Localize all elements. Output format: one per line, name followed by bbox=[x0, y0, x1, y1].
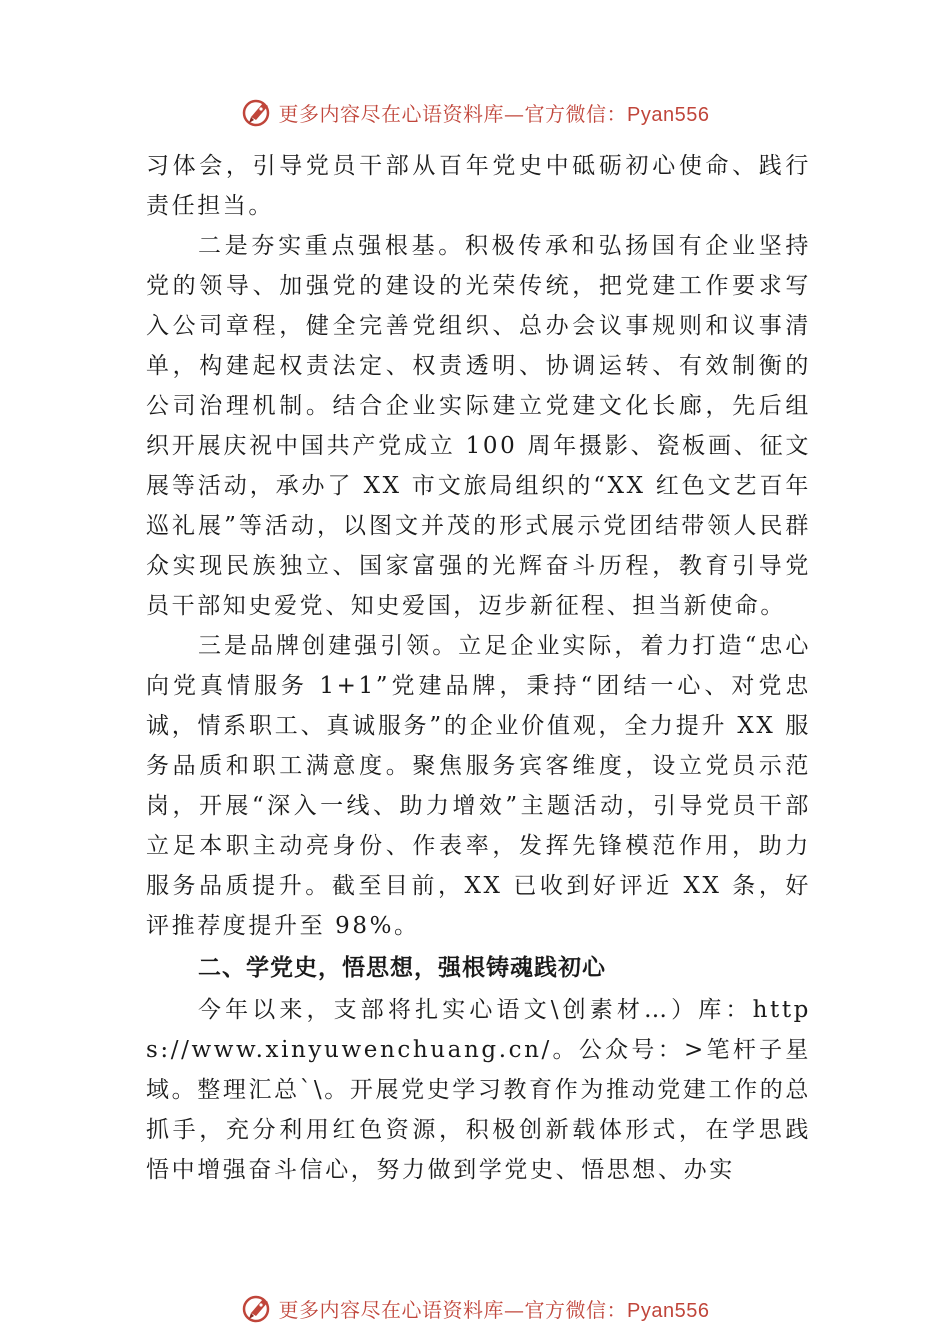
document-body bbox=[146, 146, 811, 1190]
header-banner bbox=[0, 92, 950, 132]
paragraph-continued: 习体会，引导党员干部从百年党史中砥砺初心使命、践行责任担当。 bbox=[146, 153, 811, 219]
banner-wechat-id: Pyan556 bbox=[627, 1299, 710, 1322]
banner-text: 更多内容尽在心语资料库—官方微信：Pyan556 bbox=[278, 101, 710, 126]
banner-text: 更多内容尽在心语资料库—官方微信：Pyan556 bbox=[278, 1297, 710, 1322]
footer-banner bbox=[0, 1288, 950, 1328]
paragraph-strengthen-foundation: 二是夯实重点强根基。积极传承和弘扬国有企业坚持党的领导、加强党的建设的光荣传统，把党建工作要求写入公司章程，健全完善党组织、总办会议事规则和议事清单，构建起权责法定、权责透明、协调运转、有效制衡的公司治理机制。结合企业实际建立党建文化长廊，先后组织开展庆祝中国共产党成立 100 周年摄影、瓷板画、征文展等活动，承办了 XX 市文旅局组织的“XX 红色文艺百年巡礼展”等活动，以图文并茂的形式展示党团结带领人民群众实现民族独立、国家富强的光辉奋斗历程，教育引导党员干部知史爱党、知史爱国，迈步新征程、担当新使命。 bbox=[146, 233, 811, 619]
paragraph-study-history: 今年以来，支部将扎实心语文\创素材…）库：https://www.xinyuwenchuang.cn/。公众号：>笔杆子星域。整理汇总`\。开展党史学习教育作为推动党建工作的总抓手，充分利用红色资源，积极创新载体形式，在学思践悟中增强奋斗信心，努力做到学党史、悟思想、办实 bbox=[146, 997, 811, 1183]
banner-wechat-id: Pyan556 bbox=[627, 103, 710, 126]
section-heading: 二、学党史，悟思想，强根铸魂践初心 bbox=[198, 955, 606, 981]
paragraph-brand-building: 三是品牌创建强引领。立足企业实际，着力打造“忠心向党真情服务 1+1”党建品牌，秉持“团结一心、对党忠诚，情系职工、真诚服务”的企业价值观，全力提升 XX 服务品质和职工满意度。聚焦服务宾客维度，设立党员示范岗，开展“深入一线、助力增效”主题活动，引导党员干部立足本职主动亮身份、作表率，发挥先锋模范作用，助力服务品质提升。截至目前，XX 已收到好评近 XX 条，好评推荐度提升至 98%。 bbox=[146, 633, 811, 939]
pen-nib-circle-icon bbox=[241, 1291, 275, 1325]
pen-nib-circle-icon bbox=[241, 95, 275, 129]
